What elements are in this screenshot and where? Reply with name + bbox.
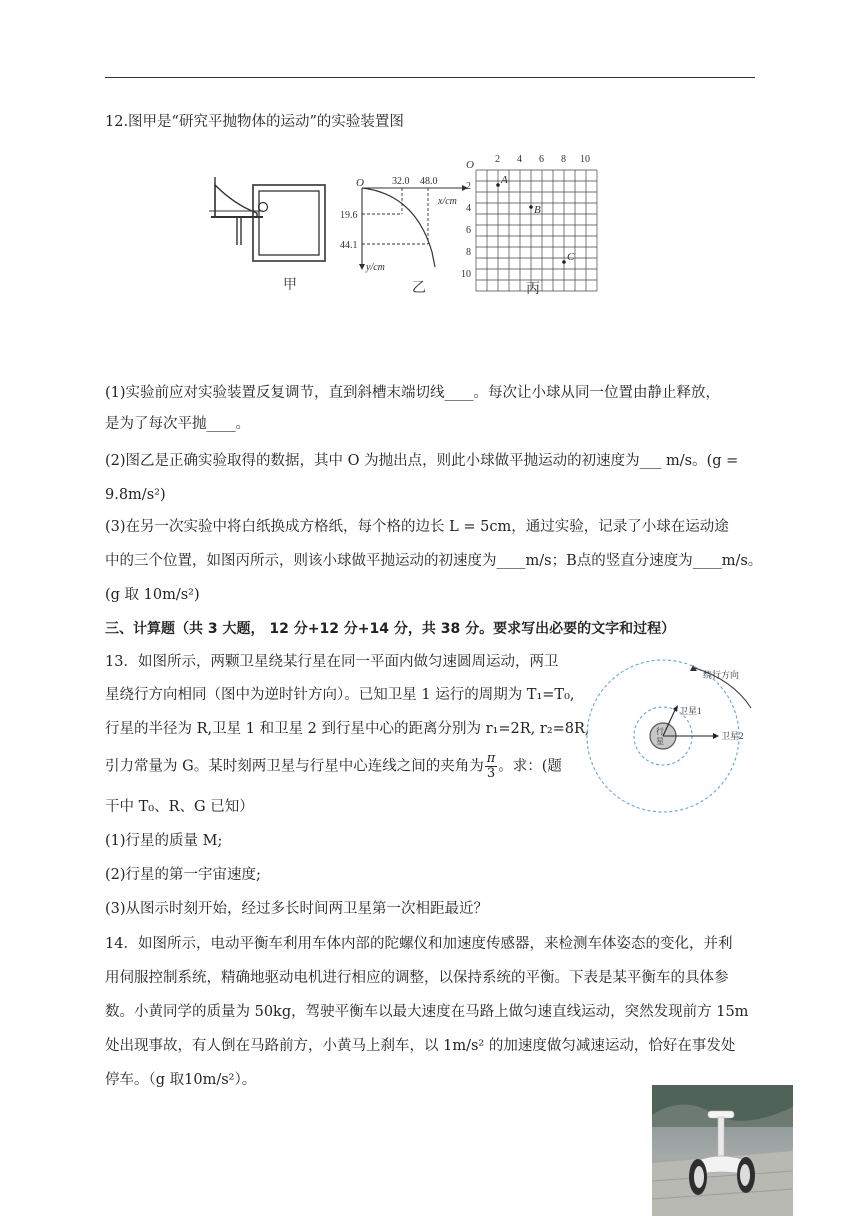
point-a	[496, 183, 500, 187]
bing-point-label: B	[534, 204, 541, 216]
bing-ytick: 2	[466, 181, 471, 192]
bing-xtick: 10	[580, 154, 590, 165]
yi-y1: 19.6	[340, 210, 358, 221]
section3-heading: 三、计算题（共 3 大题， 12 分+12 分+14 分，共 38 分。要求写出必要的文字和过程）	[105, 621, 676, 637]
q13-sub3: (3)从图示时刻开始，经过多长时间两卫星第一次相距最近？	[105, 901, 489, 917]
figure-yi-label: 乙	[412, 281, 426, 296]
yi-origin: O	[356, 177, 364, 189]
bing-origin: O	[466, 159, 474, 171]
planet-label-2: 星	[656, 737, 664, 746]
q13-line3: 行星的半径为 R,卫星 1 和卫星 2 到行星中心的距离分别为 r₁=2R, r₂=8R,	[105, 721, 590, 737]
q12-part3-line2: 中的三个位置，如图丙所示，则该小球做平抛运动的初速度为____m/s；B点的竖直分速度为____m/s。	[105, 553, 763, 569]
yi-x1: 32.0	[392, 176, 410, 187]
yi-y2: 44.1	[340, 240, 358, 251]
sat1-label: 卫星1	[679, 706, 702, 716]
q12-part1-line2: 是为了每次平抛____。	[105, 416, 250, 432]
q13-line5: 干中 T₀、R、G 已知）	[105, 799, 254, 815]
bing-ytick: 10	[461, 269, 471, 280]
q13-line4a: 引力常量为 G。某时刻两卫星与行星中心连线之间的夹角为	[105, 758, 484, 775]
bing-xtick: 6	[539, 154, 544, 165]
q14-line2: 用伺服控制系统，精确地驱动电机进行相应的调整，以保持系统的平衡。下表是某平衡车的具体参	[105, 970, 729, 986]
bing-point-label: C	[567, 251, 575, 263]
q13-sub2: (2)行星的第一宇宙速度;	[105, 867, 261, 883]
header-rule	[105, 77, 755, 78]
bing-ytick: 6	[466, 225, 471, 236]
q13-sub1: (1)行星的质量 M;	[105, 833, 223, 849]
yi-xaxis-label: x/cm	[438, 196, 457, 207]
q12-part2-line1: (2)图乙是正确实验取得的数据，其中 O 为抛出点，则此小球做平抛运动的初速度为___ m/s。(g =	[105, 453, 739, 469]
bing-xtick: 2	[495, 154, 500, 165]
point-b	[529, 205, 533, 209]
bing-xtick: 8	[561, 154, 566, 165]
q13-line4	[105, 752, 562, 781]
figure-yi-trajectory	[340, 172, 475, 300]
satellite-orbit-figure	[583, 658, 759, 816]
q12-part3-line1: (3)在另一次实验中将白纸换成方格纸，每个格的边长 L = 5cm，通过实验，记录了小球在运动途	[105, 519, 729, 535]
direction-label: 绕行方向	[703, 670, 740, 680]
q13-line2: 星绕行方向相同（图中为逆时针方向）。已知卫星 1 运行的周期为 T₁=T₀,	[105, 687, 575, 703]
q12-part3-line3: (g 取 10m/s²)	[105, 587, 200, 603]
figure-jia-apparatus	[205, 165, 340, 300]
q14-line1: 14．如图所示，电动平衡车利用车体内部的陀螺仪和加速度传感器，来检测车体姿态的变化，并利	[105, 936, 733, 952]
q14-line3: 数。小黄同学的质量为 50kg，驾驶平衡车以最大速度在马路上做匀速直线运动，突然发现前方 15m	[105, 1004, 749, 1020]
fraction-denominator: 3	[486, 766, 496, 781]
yi-yaxis-label: y/cm	[366, 262, 385, 273]
q13-line1: 13．如图所示，两颗卫星绕某行星在同一平面内做匀速圆周运动，两卫	[105, 654, 559, 670]
sat2-label: 卫星2	[721, 731, 744, 741]
point-c	[562, 260, 566, 264]
balance-scooter-photo	[652, 1085, 793, 1216]
q14-line5: 停车。（g 取10m/s²）。	[105, 1072, 257, 1088]
bing-point-label: A	[501, 174, 508, 186]
figure-jia-label: 甲	[283, 278, 297, 293]
q12-part2-line2: 9.8m/s²)	[105, 487, 166, 503]
figure-bing-label: 丙	[526, 282, 540, 297]
yi-x2: 48.0	[420, 176, 438, 187]
planet-label-1: 行	[656, 727, 664, 736]
bing-ytick: 4	[466, 203, 471, 214]
q12-part1-line1: (1)实验前应对实验装置反复调节，直到斜槽末端切线____。每次让小球从同一位置由静止释放，	[105, 385, 721, 401]
q14-line4: 处出现事故，有人倒在马路前方，小黄马上刹车，以 1m/s² 的加速度做匀减速运动，恰好在事发处	[105, 1038, 736, 1054]
pi-over-3-fraction	[485, 752, 498, 781]
bing-ytick: 8	[466, 247, 471, 258]
bing-xtick: 4	[517, 154, 522, 165]
q12-title: 12.图甲是“研究平抛物体的运动”的实验装置图	[105, 114, 404, 130]
q13-line4b: 。求：(题	[498, 758, 562, 775]
figure-bing-grid	[458, 150, 598, 300]
fraction-numerator: π	[486, 751, 496, 766]
